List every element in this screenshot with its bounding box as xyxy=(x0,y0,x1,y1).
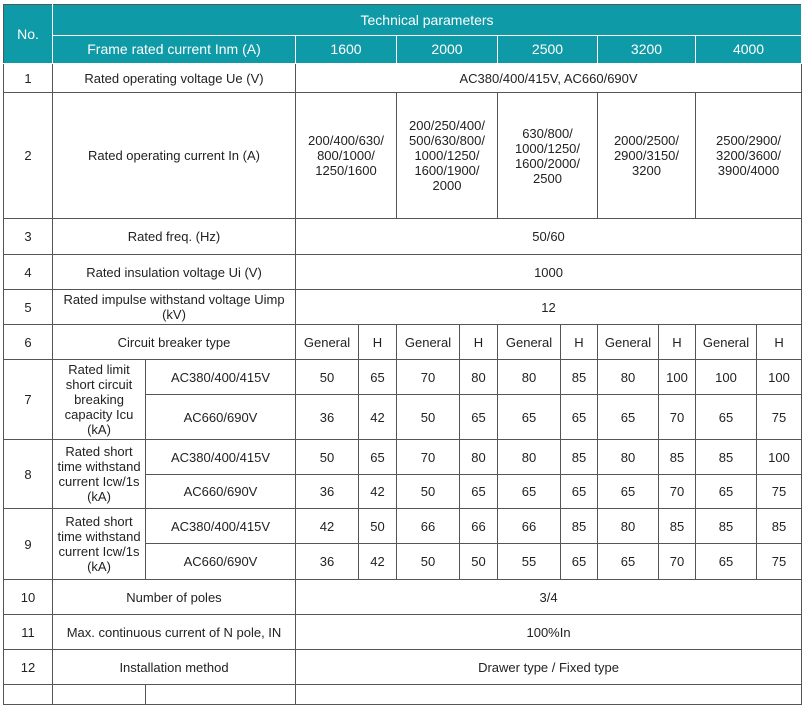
value-cell: 75 xyxy=(757,475,802,509)
value-cell: 65 xyxy=(598,544,659,580)
value-cell: 65 xyxy=(498,395,561,440)
table-row xyxy=(4,509,802,544)
table-row xyxy=(4,650,802,685)
row-label: Circuit breaker type xyxy=(53,325,296,360)
empty-cell xyxy=(53,685,146,705)
row-label: Rated insulation voltage Ui (V) xyxy=(53,255,296,290)
value-cell: 65 xyxy=(460,395,498,440)
value-cell: 50 xyxy=(397,475,460,509)
row-label: Number of poles xyxy=(53,580,296,615)
value-cell: 50 xyxy=(296,360,359,395)
header-row-frames xyxy=(4,36,802,64)
row-label: Rated freq. (Hz) xyxy=(53,219,296,255)
value-cell: 55 xyxy=(498,544,561,580)
value-cell: 65 xyxy=(561,475,598,509)
current-range-1600: 200/400/630/ 800/1000/ 1250/1600 xyxy=(296,93,397,219)
row-value: 1000 xyxy=(296,255,802,290)
value-cell: 70 xyxy=(659,544,696,580)
header-frame-label: Frame rated current Inm (A) xyxy=(53,36,296,64)
row-value: 12 xyxy=(296,290,802,325)
value-cell: 70 xyxy=(397,440,460,475)
value-cell: 100 xyxy=(757,360,802,395)
row-label: Rated short time withstand current Icw/1s (kA) xyxy=(53,440,146,509)
header-technical-parameters: Technical parameters xyxy=(53,5,802,36)
header-frame-3200: 3200 xyxy=(598,36,696,64)
breaker-type-cell: H xyxy=(460,325,498,360)
row-number: 11 xyxy=(4,615,53,650)
voltage-label: AC660/690V xyxy=(146,475,296,509)
technical-parameters-table xyxy=(3,4,802,705)
table-row xyxy=(4,255,802,290)
row-number: 3 xyxy=(4,219,53,255)
header-frame-4000: 4000 xyxy=(696,36,802,64)
row-label: Rated impulse withstand voltage Uimp (kV) xyxy=(53,290,296,325)
voltage-label: AC660/690V xyxy=(146,395,296,440)
value-cell: 42 xyxy=(359,475,397,509)
row-number: 12 xyxy=(4,650,53,685)
value-cell: 65 xyxy=(598,395,659,440)
current-range-2000: 200/250/400/ 500/630/800/ 1000/1250/ 1600/1900/ 2000 xyxy=(397,93,498,219)
table-row-cutoff xyxy=(4,685,802,705)
table-row xyxy=(4,219,802,255)
row-number: 8 xyxy=(4,440,53,509)
row-number: 6 xyxy=(4,325,53,360)
row-value: 3/4 xyxy=(296,580,802,615)
row-number: 4 xyxy=(4,255,53,290)
breaker-type-cell: General xyxy=(696,325,757,360)
value-cell: 85 xyxy=(561,360,598,395)
value-cell: 50 xyxy=(460,544,498,580)
header-frame-2500: 2500 xyxy=(498,36,598,64)
value-cell: 80 xyxy=(598,360,659,395)
value-cell: 70 xyxy=(659,395,696,440)
value-cell: 50 xyxy=(397,395,460,440)
row-label: Rated short time withstand current Icw/1s (kA) xyxy=(53,509,146,580)
value-cell: 100 xyxy=(659,360,696,395)
voltage-label: AC380/400/415V xyxy=(146,360,296,395)
value-cell: 36 xyxy=(296,544,359,580)
voltage-label: AC660/690V xyxy=(146,544,296,580)
current-range-3200: 2000/2500/ 2900/3150/ 3200 xyxy=(598,93,696,219)
row-number: 2 xyxy=(4,93,53,219)
value-cell: 66 xyxy=(460,509,498,544)
value-cell: 85 xyxy=(659,440,696,475)
value-cell: 80 xyxy=(460,440,498,475)
value-cell: 65 xyxy=(460,475,498,509)
value-cell: 80 xyxy=(598,440,659,475)
row-number: 7 xyxy=(4,360,53,440)
value-cell: 65 xyxy=(359,360,397,395)
breaker-type-cell: H xyxy=(659,325,696,360)
table-row xyxy=(4,93,802,219)
value-cell: 80 xyxy=(498,360,561,395)
value-cell: 75 xyxy=(757,544,802,580)
breaker-type-cell: General xyxy=(498,325,561,360)
voltage-label: AC380/400/415V xyxy=(146,440,296,475)
value-cell: 85 xyxy=(561,509,598,544)
row-label: Rated limit short circuit breaking capacity Icu (kA) xyxy=(53,360,146,440)
row-value: 100%In xyxy=(296,615,802,650)
row-number: 1 xyxy=(4,64,53,93)
value-cell: 80 xyxy=(498,440,561,475)
table-row xyxy=(4,64,802,93)
voltage-label: AC380/400/415V xyxy=(146,509,296,544)
row-value: 50/60 xyxy=(296,219,802,255)
value-cell: 85 xyxy=(757,509,802,544)
row-label: Rated operating current In (A) xyxy=(53,93,296,219)
value-cell: 50 xyxy=(296,440,359,475)
row-label: Installation method xyxy=(53,650,296,685)
row-label: Max. continuous current of N pole, IN xyxy=(53,615,296,650)
value-cell: 80 xyxy=(460,360,498,395)
value-cell: 100 xyxy=(696,360,757,395)
value-cell: 42 xyxy=(296,509,359,544)
row-label: Rated operating voltage Ue (V) xyxy=(53,64,296,93)
row-value: Drawer type / Fixed type xyxy=(296,650,802,685)
value-cell: 65 xyxy=(696,475,757,509)
table-row xyxy=(4,440,802,475)
breaker-type-cell: H xyxy=(757,325,802,360)
value-cell: 65 xyxy=(561,395,598,440)
breaker-type-cell: General xyxy=(397,325,460,360)
value-cell: 65 xyxy=(598,475,659,509)
current-range-2500: 630/800/ 1000/1250/ 1600/2000/ 2500 xyxy=(498,93,598,219)
table-row xyxy=(4,325,802,360)
value-cell: 70 xyxy=(659,475,696,509)
value-cell: 75 xyxy=(757,395,802,440)
value-cell: 85 xyxy=(696,440,757,475)
value-cell: 70 xyxy=(397,360,460,395)
breaker-type-cell: H xyxy=(359,325,397,360)
table-row xyxy=(4,615,802,650)
row-value: AC380/400/415V, AC660/690V xyxy=(296,64,802,93)
breaker-type-cell: H xyxy=(561,325,598,360)
breaker-type-cell: General xyxy=(296,325,359,360)
header-frame-1600: 1600 xyxy=(296,36,397,64)
breaker-type-cell: General xyxy=(598,325,659,360)
header-no: No. xyxy=(4,5,53,64)
row-number: 9 xyxy=(4,509,53,580)
value-cell: 100 xyxy=(757,440,802,475)
row-number: 5 xyxy=(4,290,53,325)
value-cell: 85 xyxy=(696,509,757,544)
value-cell: 50 xyxy=(359,509,397,544)
empty-cell xyxy=(296,685,802,705)
value-cell: 66 xyxy=(498,509,561,544)
row-number: 10 xyxy=(4,580,53,615)
value-cell: 42 xyxy=(359,544,397,580)
header-frame-2000: 2000 xyxy=(397,36,498,64)
value-cell: 42 xyxy=(359,395,397,440)
value-cell: 65 xyxy=(696,544,757,580)
empty-cell xyxy=(146,685,296,705)
value-cell: 65 xyxy=(359,440,397,475)
value-cell: 80 xyxy=(598,509,659,544)
table-row xyxy=(4,290,802,325)
value-cell: 36 xyxy=(296,475,359,509)
empty-cell xyxy=(4,685,53,705)
value-cell: 50 xyxy=(397,544,460,580)
table-row xyxy=(4,580,802,615)
value-cell: 85 xyxy=(659,509,696,544)
header-row-top xyxy=(4,5,802,36)
table-row xyxy=(4,360,802,395)
value-cell: 65 xyxy=(696,395,757,440)
value-cell: 65 xyxy=(498,475,561,509)
value-cell: 65 xyxy=(561,544,598,580)
value-cell: 66 xyxy=(397,509,460,544)
value-cell: 85 xyxy=(561,440,598,475)
value-cell: 36 xyxy=(296,395,359,440)
current-range-4000: 2500/2900/ 3200/3600/ 3900/4000 xyxy=(696,93,802,219)
